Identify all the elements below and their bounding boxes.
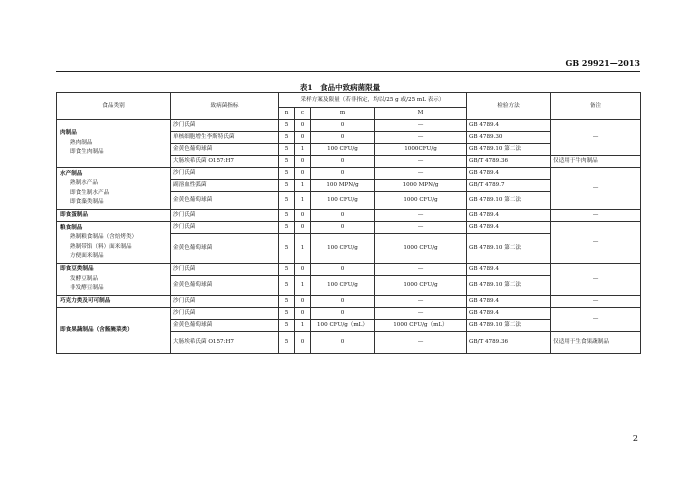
table-row <box>57 120 641 132</box>
method-cell: GB 4789.10 第二法 <box>467 276 551 296</box>
pathogen-cell: 沙门氏菌 <box>171 308 279 320</box>
c-cell: 0 <box>295 120 311 132</box>
m-cell: 0 <box>311 264 375 276</box>
n-cell: 5 <box>279 156 295 168</box>
M-cell: 1000CFU/g <box>375 144 467 156</box>
food-category-name: 肉制品 <box>60 130 77 137</box>
food-subcategory-name: 非发酵豆制品 <box>70 285 104 292</box>
n-cell: 5 <box>279 222 295 234</box>
n-cell: 5 <box>279 276 295 296</box>
note-cell: — <box>551 308 641 332</box>
c-cell: 0 <box>295 156 311 168</box>
M-cell: — <box>375 308 467 320</box>
c-cell: 0 <box>295 296 311 308</box>
c-cell: 0 <box>295 222 311 234</box>
M-cell: — <box>375 132 467 144</box>
food-subcategory-name: 方便面米制品 <box>70 253 104 259</box>
m-cell: 100 CFU/g <box>311 276 375 296</box>
pathogen-cell: 副溶血性弧菌 <box>171 180 279 192</box>
M-cell: — <box>375 332 467 354</box>
food-subcategory-name: 发酵豆制品 <box>70 275 98 282</box>
standard-number: GB 29921—2013 <box>565 58 640 68</box>
M-cell: — <box>375 264 467 276</box>
pathogen-limit-table <box>56 92 641 354</box>
c-cell: 1 <box>295 276 311 296</box>
c-cell: 1 <box>295 234 311 264</box>
food-category-cell <box>57 210 171 222</box>
n-cell: 5 <box>279 234 295 264</box>
note-cell: — <box>551 168 641 210</box>
food-category-name: 即食果蔬制品（含酱腌菜类） <box>60 326 133 333</box>
pathogen-cell: 大肠埃希氏菌 O157:H7 <box>171 332 279 354</box>
table-row <box>57 168 641 180</box>
c-cell: 1 <box>295 180 311 192</box>
table-title: 表1 食品中致病菌限量 <box>299 83 381 92</box>
pathogen-cell: 单核细胞增生李斯特氏菌 <box>171 132 279 144</box>
method-cell: GB/T 4789.36 <box>467 156 551 168</box>
page-number: 2 <box>632 434 638 443</box>
pathogen-cell: 大肠埃希氏菌 O157:H7 <box>171 156 279 168</box>
table-row <box>57 264 641 276</box>
m-cell: 0 <box>311 156 375 168</box>
food-subcategory-name: 熟制带馅（料）面米制品 <box>70 243 132 250</box>
table-row <box>57 210 641 222</box>
n-cell: 5 <box>279 296 295 308</box>
note-cell: — <box>551 210 641 222</box>
n-cell: 5 <box>279 168 295 180</box>
method-cell: GB 4789.4 <box>467 222 551 234</box>
M-cell: 1000 CFU/g（mL） <box>375 320 467 332</box>
m-cell: 0 <box>311 308 375 320</box>
method-cell: GB 4789.30 <box>467 132 551 144</box>
c-cell: 0 <box>295 332 311 354</box>
pathogen-cell: 金黄色葡萄球菌 <box>171 144 279 156</box>
m-cell: 0 <box>311 210 375 222</box>
M-cell: 1000 CFU/g <box>375 192 467 210</box>
food-subcategory-name: 熟肉制品 <box>70 139 93 146</box>
food-category-name: 即食蛋制品 <box>60 211 88 218</box>
pathogen-cell: 沙门氏菌 <box>171 222 279 234</box>
food-category-name: 粮食制品 <box>60 224 83 231</box>
pathogen-cell: 沙门氏菌 <box>171 168 279 180</box>
M-cell: 1000 CFU/g <box>375 276 467 296</box>
m-cell: 0 <box>311 222 375 234</box>
method-cell: GB/T 4789.7 <box>467 180 551 192</box>
n-cell: 5 <box>279 320 295 332</box>
n-cell: 5 <box>279 132 295 144</box>
n-cell: 5 <box>279 192 295 210</box>
m-cell: 100 CFU/g（mL） <box>311 320 375 332</box>
method-cell: GB 4789.10 第二法 <box>467 234 551 264</box>
food-subcategory-name: 熟制粮食制品（含焙烤类） <box>70 234 138 240</box>
method-cell: GB 4789.4 <box>467 264 551 276</box>
pathogen-cell: 金黄色葡萄球菌 <box>171 276 279 296</box>
note-cell: — <box>551 264 641 296</box>
M-cell: — <box>375 222 467 234</box>
note-cell: — <box>551 222 641 264</box>
food-category-name: 巧克力类及可可制品 <box>60 297 111 304</box>
food-category-name: 即食豆类制品 <box>60 266 94 273</box>
note-cell: — <box>551 296 641 308</box>
n-cell: 5 <box>279 180 295 192</box>
method-cell: GB 4789.4 <box>467 120 551 132</box>
header-c: c <box>295 108 311 120</box>
n-cell: 5 <box>279 308 295 320</box>
food-subcategory-name: 即食藻类制品 <box>70 199 104 205</box>
method-cell: GB 4789.10 第二法 <box>467 320 551 332</box>
food-category-cell <box>57 120 171 168</box>
pathogen-cell: 金黄色葡萄球菌 <box>171 234 279 264</box>
m-cell: 100 MPN/g <box>311 180 375 192</box>
method-cell: GB 4789.4 <box>467 210 551 222</box>
pathogen-cell: 金黄色葡萄球菌 <box>171 320 279 332</box>
method-cell: GB 4789.10 第二法 <box>467 192 551 210</box>
n-cell: 5 <box>279 264 295 276</box>
m-cell: 0 <box>311 296 375 308</box>
m-cell: 0 <box>311 132 375 144</box>
M-cell: — <box>375 210 467 222</box>
header-M: M <box>375 108 467 120</box>
pathogen-cell: 沙门氏菌 <box>171 264 279 276</box>
M-cell: — <box>375 156 467 168</box>
header-n: n <box>279 108 295 120</box>
m-cell: 0 <box>311 120 375 132</box>
m-cell: 0 <box>311 332 375 354</box>
method-cell: GB/T 4789.36 <box>467 332 551 354</box>
pathogen-cell: 沙门氏菌 <box>171 210 279 222</box>
pathogen-cell: 沙门氏菌 <box>171 120 279 132</box>
header-sampling-plan: 采样方案及限量（若非指定，均以/25 g 或/25 mL 表示） <box>279 93 467 108</box>
food-category-cell <box>57 296 171 308</box>
m-cell: 100 CFU/g <box>311 144 375 156</box>
food-category-cell <box>57 222 171 264</box>
M-cell: — <box>375 296 467 308</box>
table-row <box>57 296 641 308</box>
M-cell: 1000 CFU/g <box>375 234 467 264</box>
food-category-cell <box>57 168 171 210</box>
c-cell: 0 <box>295 308 311 320</box>
pathogen-cell: 沙门氏菌 <box>171 296 279 308</box>
c-cell: 1 <box>295 192 311 210</box>
food-category-cell <box>57 308 171 354</box>
method-cell: GB 4789.4 <box>467 296 551 308</box>
method-cell: GB 4789.4 <box>467 168 551 180</box>
m-cell: 100 CFU/g <box>311 234 375 264</box>
M-cell: — <box>375 120 467 132</box>
m-cell: 100 CFU/g <box>311 192 375 210</box>
food-category-name: 水产制品 <box>60 170 83 177</box>
c-cell: 0 <box>295 264 311 276</box>
table-row <box>57 308 641 320</box>
header-m: m <box>311 108 375 120</box>
n-cell: 5 <box>279 120 295 132</box>
table-row <box>57 222 641 234</box>
c-cell: 0 <box>295 168 311 180</box>
c-cell: 1 <box>295 144 311 156</box>
table-body <box>57 120 641 354</box>
header-method: 检验方法 <box>467 93 551 120</box>
header-category: 食品类别 <box>57 93 171 120</box>
m-cell: 0 <box>311 168 375 180</box>
c-cell: 1 <box>295 320 311 332</box>
header-rule <box>56 71 640 72</box>
food-subcategory-name: 熟制水产品 <box>70 180 98 186</box>
note-cell: — <box>551 120 641 156</box>
M-cell: — <box>375 168 467 180</box>
food-subcategory-name: 即食生肉制品 <box>70 149 104 156</box>
method-cell: GB 4789.10 第二法 <box>467 144 551 156</box>
c-cell: 0 <box>295 210 311 222</box>
n-cell: 5 <box>279 144 295 156</box>
food-subcategory-name: 即食生制水产品 <box>70 189 110 196</box>
pathogen-cell: 金黄色葡萄球菌 <box>171 192 279 210</box>
food-category-cell <box>57 264 171 296</box>
method-cell: GB 4789.4 <box>467 308 551 320</box>
n-cell: 5 <box>279 332 295 354</box>
M-cell: 1000 MPN/g <box>375 180 467 192</box>
note-cell: 仅适用于生食果蔬制品 <box>551 332 641 354</box>
c-cell: 0 <box>295 132 311 144</box>
header-pathogen: 致病菌指标 <box>171 93 279 120</box>
header-note: 备注 <box>551 93 641 120</box>
n-cell: 5 <box>279 210 295 222</box>
note-cell: 仅适用于牛肉制品 <box>551 156 641 168</box>
